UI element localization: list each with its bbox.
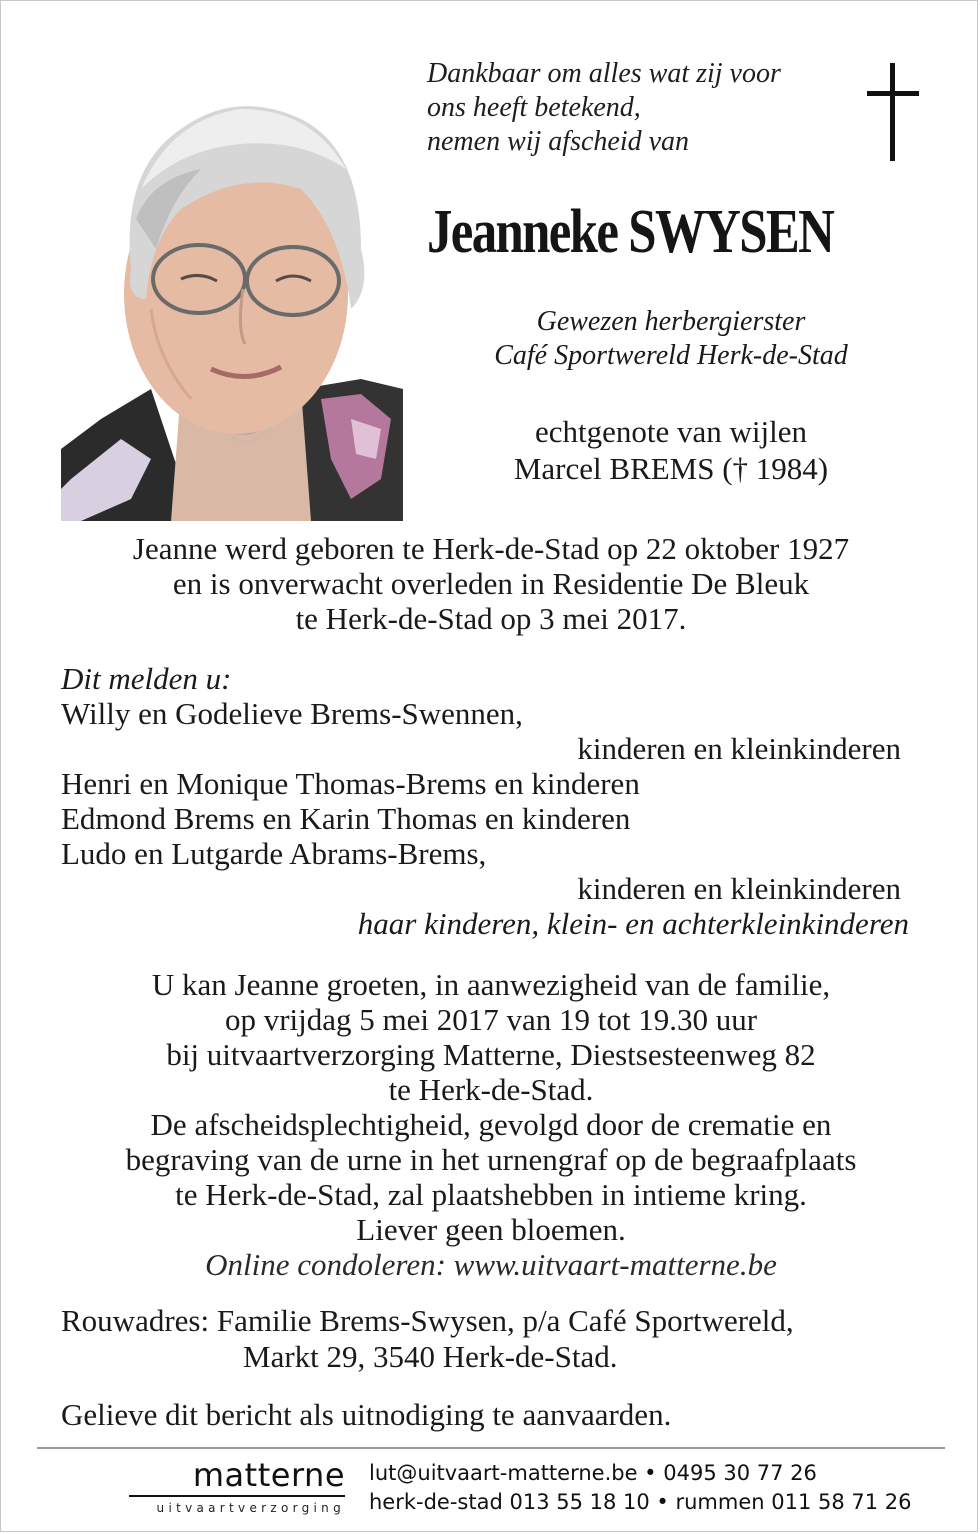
ceremony-line: te Herk-de-Stad. [388, 1072, 594, 1107]
spouse-line: Marcel BREMS († 1984) [513, 451, 829, 486]
birth-death-info [1, 531, 980, 636]
closing-note: Gelieve dit bericht als uitnodiging te aanvaarden. [61, 1397, 672, 1432]
contact-line: herk-de-stad 013 55 18 10 • rummen 011 58 71 26 [369, 1490, 912, 1514]
announce-heading: Dit melden u: [61, 661, 232, 696]
address-line: Markt 29, 3540 Herk-de-Stad. [243, 1339, 618, 1374]
ceremony-line: begraving van de urne in het urnengraf op de begraafplaats [125, 1142, 857, 1177]
ceremony-line: op vrijdag 5 mei 2017 van 19 tot 19.30 uur [224, 1002, 758, 1037]
intro-line: Dankbaar om alles wat zij voor [427, 58, 781, 89]
bio-line: te Herk-de-Stad op 3 mei 2017. [295, 601, 687, 636]
ceremony-line: te Herk-de-Stad, zal plaatshebben in intieme kring. [175, 1177, 807, 1212]
intro-line: ons heeft betekend, [427, 92, 641, 123]
contact-line[interactable]: lut@uitvaart-matterne.be • 0495 30 77 26 [369, 1461, 817, 1485]
online-condolence-link[interactable]: Online condoleren: www.uitvaart-matterne.be [205, 1247, 777, 1282]
family-line: Willy en Godelieve Brems-Swennen, [61, 696, 523, 731]
deceased-name: Jeanneke SWYSEN [427, 198, 834, 266]
address-line: Rouwadres: Familie Brems-Swysen, p/a Café Sportwereld, [61, 1303, 794, 1338]
ceremony-info [1, 967, 980, 1282]
logo-word: matterne [192, 1456, 345, 1494]
family-footer: haar kinderen, klein- en achterkleinkinderen [357, 906, 909, 941]
family-announcement [61, 661, 921, 941]
latin-cross-icon [863, 63, 923, 163]
family-line: Edmond Brems en Karin Thomas en kinderen [61, 801, 631, 836]
family-line: Ludo en Lutgarde Abrams-Brems, [61, 836, 487, 871]
logo-subtitle: uitvaartverzorging [156, 1501, 345, 1515]
occupation [421, 305, 921, 373]
intro-line: nemen wij afscheid van [427, 126, 690, 157]
spouse-info [421, 413, 921, 487]
family-line: kinderen en kleinkinderen [577, 731, 901, 766]
matterne-logo [129, 1457, 345, 1515]
intro-text [427, 57, 857, 159]
spouse-line: echtgenote van wijlen [534, 414, 807, 449]
bio-line: en is onverwacht overleden in Residentie De Bleuk [172, 566, 810, 601]
footer-divider [37, 1447, 945, 1449]
logo-rule [129, 1495, 345, 1497]
ceremony-line: Liever geen bloemen. [356, 1212, 626, 1247]
bio-line: Jeanne werd geboren te Herk-de-Stad op 22 oktober 1927 [132, 531, 850, 566]
family-line: Henri en Monique Thomas-Brems en kinderen [61, 766, 640, 801]
ceremony-line: U kan Jeanne groeten, in aanwezigheid van de familie, [151, 967, 831, 1002]
portrait-photo [61, 59, 403, 521]
family-line: kinderen en kleinkinderen [577, 871, 901, 906]
contact-info [369, 1459, 929, 1517]
ceremony-line: De afscheidsplechtigheid, gevolgd door de crematie en [150, 1107, 832, 1142]
portrait-illustration [61, 59, 403, 521]
mourning-address [61, 1303, 941, 1375]
ceremony-line: bij uitvaartverzorging Matterne, Diestsesteenweg 82 [166, 1037, 816, 1072]
occupation-line: Gewezen herbergierster [536, 306, 806, 337]
occupation-line: Café Sportwereld Herk-de-Stad [494, 340, 848, 371]
